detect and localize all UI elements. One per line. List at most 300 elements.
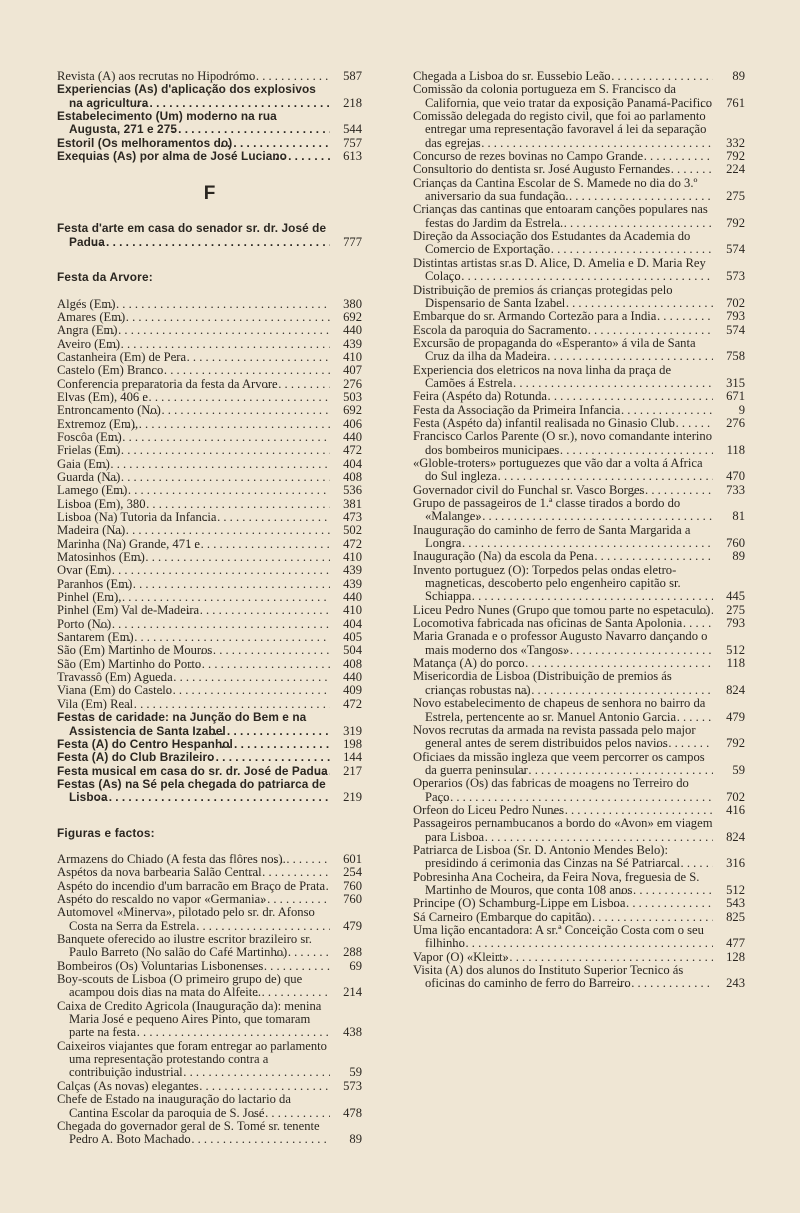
entry-title: Orfeon do Liceu Pedro Nunes . . .	[413, 804, 713, 817]
index-entry	[57, 1000, 362, 1040]
entry-title: Aspéto do incendio d'um barracão em Braço de Prata . . .	[57, 880, 330, 893]
entry-page: 792	[726, 736, 745, 751]
index-entry	[413, 924, 745, 951]
entry-title: Gaia (Em) . . .	[57, 458, 330, 471]
entry-title: Sá Carneiro (Embarque do capitão) . . .	[413, 911, 713, 924]
index-entry	[413, 911, 745, 924]
entry-title: Calças (As novas) elegantes . . .	[57, 1080, 330, 1093]
index-entry	[57, 973, 362, 1000]
index-entry	[57, 1093, 362, 1120]
entry-title: Matança (A) do porco . . .	[413, 657, 713, 670]
index-entry	[57, 893, 362, 906]
index-entry	[57, 110, 362, 137]
index-entry	[413, 964, 745, 991]
index-entry	[57, 578, 362, 591]
entry-title: Bombeiros (Os) Voluntarias Lisbonenses . . .	[57, 960, 330, 973]
entry-page: 276	[343, 376, 362, 391]
entry-page: 254	[343, 865, 362, 880]
entry-title: Santarem (Em) . . .	[57, 631, 330, 644]
entry-page: 440	[343, 429, 362, 444]
index-entry	[413, 564, 745, 604]
entry-page: 543	[726, 896, 745, 911]
index-entry	[413, 777, 745, 804]
index-entry	[57, 866, 362, 879]
entry-title: Foscôa (Em) . . .	[57, 431, 330, 444]
entry-title: Locomotiva fabricada nas oficinas de Santa Apolonia . . .	[413, 617, 713, 630]
entry-title: Novo estabelecimento de chapeus de senhora no bairro da Estrela, pertencente ao sr. Manuel Antonio Garcia . . .	[413, 697, 713, 724]
entry-page: 470	[726, 469, 745, 484]
entry-page: 59	[732, 762, 745, 777]
entry-title: Concurso de rezes bovinas no Campo Grande . . .	[413, 150, 713, 163]
index-entry	[413, 324, 745, 337]
index-entry	[413, 310, 745, 323]
entry-page: 89	[732, 549, 745, 564]
entry-title: Pinhel (Em) Val de-Madeira . . .	[57, 604, 330, 617]
entry-title: Vapor (O) «Kleirt» . . .	[413, 951, 713, 964]
entry-page: 218	[343, 95, 362, 110]
entry-page: 438	[343, 1025, 362, 1040]
entry-title: Crianças da Cantina Escolar de S. Mamede no dia do 3.º aniversario da sua fundação. . . .	[413, 177, 713, 204]
entry-page: 440	[343, 590, 362, 605]
entry-page: 406	[343, 416, 362, 431]
entry-page: 219	[343, 790, 362, 805]
entry-title: Visita (A) dos alunos do Instituto Superior Tecnico ás oficinas do caminho de ferro do Barreiro . . .	[413, 964, 713, 991]
entry-title: Festas de caridade: na Junção do Bem e na Assistencia de Santa Izabel . . .	[57, 711, 330, 738]
entry-page: 276	[726, 415, 745, 430]
entry-title: Liceu Pedro Nunes (Grupo que tomou parte no espetaculo) . . .	[413, 604, 713, 617]
entry-page: 536	[343, 483, 362, 498]
index-entry	[413, 630, 745, 657]
entry-page: 477	[726, 936, 745, 951]
index-entry	[413, 430, 745, 457]
entry-page: 217	[343, 763, 362, 778]
index-entry	[413, 110, 745, 150]
entry-title: Comissão da colonia portugueza em S. Francisco da California, que veio tratar da exposição Panamá-Pacifico . . .	[413, 83, 713, 110]
index-entry	[57, 671, 362, 684]
entry-title: Aspétos da nova barbearia Salão Central . . .	[57, 866, 330, 879]
entry-title: Feira (Aspéto da) Rotunda . . .	[413, 390, 713, 403]
index-entry	[57, 324, 362, 337]
entry-title: Chegada do governador geral de S. Tomé sr. tenente Pedro A. Boto Machado . . .	[57, 1120, 330, 1147]
index-entry	[57, 1040, 362, 1080]
index-entry	[57, 222, 362, 249]
entry-page: 439	[343, 563, 362, 578]
entry-page: 793	[726, 616, 745, 631]
index-entry	[413, 524, 745, 551]
entry-title: Embarque do sr. Armando Cortezão para a India . . .	[413, 310, 713, 323]
entry-title: Patriarca de Lisboa (Sr. D. Antonio Mendes Belo): presidindo á cerimonia das Cinzas na Sé Patriarcal . . .	[413, 844, 713, 871]
index-entry	[413, 697, 745, 724]
entry-page: 760	[726, 536, 745, 551]
entry-title: Boy-scouts de Lisboa (O primeiro grupo de) que acampou dois dias na mata do Alfeite. . . .	[57, 973, 330, 1000]
index-entry	[57, 778, 362, 805]
index-entry	[57, 1120, 362, 1147]
index-entry	[413, 163, 745, 176]
entry-page: 574	[726, 242, 745, 257]
entry-page: 733	[726, 482, 745, 497]
entry-title: Castanheira (Em) de Pera . . .	[57, 351, 330, 364]
entry-page: 512	[726, 642, 745, 657]
index-entry	[57, 591, 362, 604]
entry-title: Principe (O) Schamburg-Lippe em Lisboa . . .	[413, 897, 713, 910]
entry-page: 573	[343, 1078, 362, 1093]
entry-page: 587	[343, 69, 362, 83]
entry-title: Grupo de passageiros de 1.ª classe tirados a bordo do «Malange» . . .	[413, 497, 713, 524]
index-entry	[57, 338, 362, 351]
entry-page: 315	[726, 375, 745, 390]
index-entry	[413, 497, 745, 524]
entry-page: 472	[343, 536, 362, 551]
entry-title: São (Em) Martinho do Porto . . .	[57, 658, 330, 671]
entry-title: Lisboa (Na) Tutoria da Infancia . . .	[57, 511, 330, 524]
entry-page: 408	[343, 656, 362, 671]
index-entry	[57, 880, 362, 893]
index-entry	[57, 906, 362, 933]
entry-page: 512	[726, 882, 745, 897]
entry-page: 440	[343, 670, 362, 685]
entry-page: 825	[726, 909, 745, 924]
entry-page: 504	[343, 643, 362, 658]
entry-page: 9	[738, 402, 745, 417]
entry-title: Porto (No) . . .	[57, 618, 330, 631]
index-entry	[57, 1080, 362, 1093]
entry-title: Algés (Em) . . .	[57, 298, 330, 311]
entry-title: Inauguração do caminho de ferro de Santa Margarida a Longra . . .	[413, 524, 713, 551]
entry-title: Distintas artistas sr.as D. Alice, D. Amelia e D. Maria Rey Colaço . . .	[413, 257, 713, 284]
entry-title: Caixa de Credito Agricola (Inauguração da): menina Maria José e pequeno Aires Pinto, que tomaram parte na festa . . .	[57, 1000, 330, 1040]
entry-page: 410	[343, 550, 362, 565]
entry-page: 410	[343, 603, 362, 618]
entry-page: 702	[726, 789, 745, 804]
entry-title: Vila (Em) Real . . .	[57, 698, 330, 711]
entry-title: Revista (A) aos recrutas no Hipodrómo . . .	[57, 70, 330, 83]
index-entry	[57, 70, 362, 83]
entry-page: 128	[726, 949, 745, 964]
entry-page: 439	[343, 576, 362, 591]
index-entry	[57, 618, 362, 631]
index-entry	[413, 284, 745, 311]
entry-title: Automovel «Minerva», pilotado pelo sr. dr. Afonso Costa na Serra da Estrela . . .	[57, 906, 330, 933]
index-entry	[57, 511, 362, 524]
entry-page: 275	[726, 189, 745, 204]
entry-page: 118	[726, 656, 745, 671]
index-entry	[413, 871, 745, 898]
entry-page: 332	[726, 135, 745, 150]
entry-title: Festa (A) do Club Brazileiro . . .	[57, 751, 330, 764]
entry-page: 472	[343, 443, 362, 458]
entry-page: 824	[726, 682, 745, 697]
index-entry	[413, 404, 745, 417]
entry-title: Aveiro (Em) . . .	[57, 338, 330, 351]
index-entry	[413, 70, 745, 83]
entry-page: 198	[343, 736, 362, 751]
index-entry	[57, 853, 362, 866]
entry-title: Angra (Em) . . .	[57, 324, 330, 337]
entry-title: São (Em) Martinho de Mouros . . .	[57, 644, 330, 657]
index-entry	[57, 150, 362, 163]
entry-title: Francisco Carlos Parente (O sr.), novo comandante interino dos bombeiros municipaes . . .	[413, 430, 713, 457]
entry-page: 89	[349, 1132, 362, 1147]
entry-title: Madeira (Na) . . .	[57, 524, 330, 537]
entry-page: 405	[343, 630, 362, 645]
entry-title: Oficiaes da missão ingleza que veem percorrer os campos da guerra peninsular . . .	[413, 751, 713, 778]
entry-title: Festas (As) na Sé pela chegada do patriarca de Lisboa . . .	[57, 778, 330, 805]
entry-page: 409	[343, 683, 362, 698]
entry-page: 89	[732, 69, 745, 83]
index-entry	[413, 484, 745, 497]
entry-page: 275	[726, 602, 745, 617]
entry-page: 319	[343, 723, 362, 738]
entry-page: 777	[343, 234, 362, 249]
entry-page: 671	[726, 389, 745, 404]
entry-page: 574	[726, 322, 745, 337]
entry-title: Uma lição encantadora: A sr.ª Conceição Costa com o seu filhinho . . .	[413, 924, 713, 951]
index-entry	[57, 364, 362, 377]
entry-title: Experiencia dos eletricos na nova linha da praça de Camões á Estrela . . .	[413, 364, 713, 391]
index-entry	[413, 550, 745, 563]
index-list-figuras-cont	[413, 70, 745, 991]
entry-title: Festa (A) do Centro Hespanhol . . .	[57, 738, 330, 751]
entry-title: Festa d'arte em casa do senador sr. dr. José de Padua . . .	[57, 222, 330, 249]
entry-title: Distribuição de premios ás crianças protegidas pelo Dispensario de Santa Izabel . . .	[413, 284, 713, 311]
index-entry	[57, 431, 362, 444]
entry-page: 288	[343, 945, 362, 960]
entry-page: 144	[343, 750, 362, 765]
entry-page: 757	[343, 135, 362, 150]
entry-title: Comissão delegada do registo civil, que foi ao parlamento entregar uma representação favoravel á lei da separação das egrejas . . .	[413, 110, 713, 150]
entry-page: 81	[732, 509, 745, 524]
entry-title: Estoril (Os melhoramentos do) . . .	[57, 137, 330, 150]
index-entry	[57, 933, 362, 960]
entry-page: 573	[726, 269, 745, 284]
entry-page: 214	[343, 985, 362, 1000]
entry-title: Frielas (Em) . . .	[57, 444, 330, 457]
entry-title: Armazens do Chiado (A festa das flôres nos). . . .	[57, 853, 330, 866]
entry-page: 407	[343, 363, 362, 378]
entry-title: Festa da Associação da Primeira Infancia . . .	[413, 404, 713, 417]
entry-page: 792	[726, 215, 745, 230]
entry-page: 760	[343, 892, 362, 906]
entry-title: Festa (Aspéto da) infantil realisada no Ginasio Club . . .	[413, 417, 713, 430]
index-entry	[413, 670, 745, 697]
entry-title: Operarios (Os) das fabricas de moagens no Terreiro do Paço . . .	[413, 777, 713, 804]
index-entry	[57, 498, 362, 511]
entry-page: 478	[343, 1105, 362, 1120]
index-entry	[57, 524, 362, 537]
entry-title: Guarda (Na) . . .	[57, 471, 330, 484]
entry-page: 824	[726, 829, 745, 844]
index-entry	[413, 337, 745, 364]
index-entry	[413, 604, 745, 617]
entry-title: Pobresinha Ana Cocheira, da Feira Nova, freguesia de S. Martinho de Mouros, que conta 108 anos . . .	[413, 871, 713, 898]
entry-page: 613	[343, 149, 362, 164]
entry-title: Pinhel (Em), . . .	[57, 591, 330, 604]
index-entry	[413, 203, 745, 230]
index-entry	[57, 738, 362, 751]
entry-title: Excursão de propaganda do «Esperanto» á vila de Santa Cruz da ilha da Madeira . . .	[413, 337, 713, 364]
index-entry	[413, 417, 745, 430]
index-entry	[57, 484, 362, 497]
entry-page: 439	[343, 336, 362, 351]
entry-page: 410	[343, 349, 362, 364]
index-entry	[413, 257, 745, 284]
index-entry	[57, 351, 362, 364]
entry-title: Ovar (Em) . . .	[57, 564, 330, 577]
index-entry	[413, 177, 745, 204]
entry-page: 416	[726, 802, 745, 817]
index-entry	[57, 298, 362, 311]
entry-title: «Globle-troters» portuguezes que vão dar a volta á Africa do Sul ingleza . . .	[413, 457, 713, 484]
entry-page: 473	[343, 510, 362, 524]
entry-title: Misericordia de Lisboa (Distribuição de premios ás crianças robustas na) . . .	[413, 670, 713, 697]
index-entry	[57, 83, 362, 110]
entry-page: 440	[343, 323, 362, 338]
entry-page: 601	[343, 851, 362, 866]
index-entry	[57, 658, 362, 671]
entry-title: Viana (Em) do Castelo . . .	[57, 684, 330, 697]
entry-title: Chefe de Estado na inauguração do lactario da Cantina Escolar da paroquia de S. José . . .	[57, 1093, 330, 1120]
index-entry	[413, 657, 745, 670]
section-heading: Festa da Arvore:	[57, 270, 153, 285]
entry-title: Governador civil do Funchal sr. Vasco Borges . . .	[413, 484, 713, 497]
index-entry	[57, 711, 362, 738]
entry-page: 380	[343, 296, 362, 311]
entry-title: Invento portuguez (O): Torpedos pelas ondas eletro-magneticas, descoberto pelo engenheiro capitão sr. Schiappa . . .	[413, 564, 713, 604]
index-entry	[57, 765, 362, 778]
entry-title: Entroncamento (No) . . .	[57, 404, 330, 417]
entry-title: Exequias (As) por alma de José Luciano . . .	[57, 150, 330, 163]
index-entry	[57, 631, 362, 644]
index-entry	[57, 444, 362, 457]
right-column	[413, 70, 745, 991]
entry-title: Aspéto do rescaldo no vapor «Germania» . . .	[57, 893, 330, 906]
index-entry	[57, 644, 362, 657]
index-entry	[57, 471, 362, 484]
index-entry	[57, 458, 362, 471]
entry-title: Elvas (Em), 406 e . . .	[57, 391, 330, 404]
index-entry	[413, 724, 745, 751]
entry-title: Banquete oferecido ao ilustre escritor brazileiro sr. Paulo Barreto (No salão do Café Martinho) . . .	[57, 933, 330, 960]
index-entry	[413, 817, 745, 844]
entry-page: 243	[726, 976, 745, 991]
entry-title: Novos recrutas da armada na revista passada pelo major general antes de serem distribuidos pelos navios . . .	[413, 724, 713, 751]
entry-page: 59	[349, 1065, 362, 1080]
index-entry	[413, 951, 745, 964]
entry-title: Estabelecimento (Um) moderno na rua Augusta, 271 e 275 . . .	[57, 110, 330, 137]
entry-title: Passageiros pernambucanos a bordo do «Avon» em viagem para Lisboa . . .	[413, 817, 713, 844]
entry-page: 792	[726, 149, 745, 164]
entry-page: 758	[726, 349, 745, 364]
entry-title: Festa musical em casa do sr. dr. José de Padua . . .	[57, 765, 330, 778]
index-entry	[413, 230, 745, 257]
entry-title: Travassô (Em) Agueda . . .	[57, 671, 330, 684]
index-entry	[413, 751, 745, 778]
index-entry	[413, 457, 745, 484]
entry-page: 502	[343, 523, 362, 538]
index-entry	[57, 311, 362, 324]
index-entry	[57, 564, 362, 577]
index-entry	[57, 684, 362, 697]
entry-page: 692	[343, 309, 362, 324]
index-entry	[413, 804, 745, 817]
entry-page: 479	[726, 709, 745, 724]
index-entry	[57, 378, 362, 391]
entry-page: 761	[726, 95, 745, 110]
left-column	[57, 70, 362, 1147]
entry-page: 702	[726, 295, 745, 310]
entry-title: Consultorio do dentista sr. José Augusto Fernandes . . .	[413, 163, 713, 176]
index-entry	[57, 391, 362, 404]
entry-title: Matosinhos (Em) . . .	[57, 551, 330, 564]
index-entry	[57, 137, 362, 150]
index-entry	[57, 538, 362, 551]
index-entry	[413, 617, 745, 630]
index-list-figuras	[57, 853, 362, 1147]
index-entry	[413, 83, 745, 110]
index-list-festas	[57, 711, 362, 804]
index-entry	[57, 551, 362, 564]
entry-page: 692	[343, 403, 362, 418]
entry-title: Chegada a Lisboa do sr. Eussebio Leão . . .	[413, 70, 713, 83]
entry-title: Inauguração (Na) da escola da Pena . . .	[413, 550, 713, 563]
section-letter: F	[203, 183, 216, 205]
entry-title: Paranhos (Em) . . .	[57, 578, 330, 591]
entry-title: Crianças das cantinas que entoaram canções populares nas festas do Jardim da Estrela. . . .	[413, 203, 713, 230]
entry-title: Marinha (Na) Grande, 471 e . . .	[57, 538, 330, 551]
entry-page: 445	[726, 589, 745, 604]
entry-page: 404	[343, 616, 362, 631]
entry-title: Amares (Em) . . .	[57, 311, 330, 324]
index-entry	[413, 897, 745, 910]
index-entry	[413, 390, 745, 403]
index-entry	[57, 418, 362, 431]
entry-page: 503	[343, 389, 362, 404]
entry-page: 472	[343, 696, 362, 711]
index-entry	[57, 404, 362, 417]
index-list-top	[57, 70, 362, 163]
entry-page: 793	[726, 309, 745, 324]
index-list-festa-arvore	[57, 298, 362, 712]
index-entry	[413, 844, 745, 871]
entry-page: 224	[726, 162, 745, 177]
index-entry	[57, 698, 362, 711]
section-heading: Figuras e factos:	[57, 825, 155, 840]
index-entry	[57, 751, 362, 764]
index-entry	[413, 150, 745, 163]
entry-title: Caixeiros viajantes que foram entregar ao parlamento uma representação protestando contra a contribuição industrial . . .	[57, 1040, 330, 1080]
index-entry	[57, 960, 362, 973]
entry-page: 408	[343, 469, 362, 484]
entry-title: Conferencia preparatoria da festa da Arvore . . .	[57, 378, 330, 391]
entry-title: Escola da paroquia do Sacramento . . .	[413, 324, 713, 337]
entry-title: Maria Granada e o professor Augusto Navarro dançando o mais moderno dos «Tangos» . . .	[413, 630, 713, 657]
entry-page: 544	[343, 122, 362, 137]
index-entry	[413, 364, 745, 391]
entry-page: 316	[726, 856, 745, 871]
entry-title: Direção da Associação dos Estudantes da Academia do Comercio de Exportação . . .	[413, 230, 713, 257]
entry-page: 404	[343, 456, 362, 471]
index-entry	[57, 604, 362, 617]
entry-page: 118	[726, 442, 745, 457]
entry-page: 69	[349, 958, 362, 973]
entry-title: Lamego (Em) . . .	[57, 484, 330, 497]
entry-page: 381	[343, 496, 362, 511]
entry-page: 760	[343, 878, 362, 893]
entry-page: 479	[343, 918, 362, 933]
entry-title: Lisboa (Em), 380 . . .	[57, 498, 330, 511]
entry-title: Extremoz (Em), . . .	[57, 418, 330, 431]
entry-title: Castelo (Em) Branco . . .	[57, 364, 330, 377]
